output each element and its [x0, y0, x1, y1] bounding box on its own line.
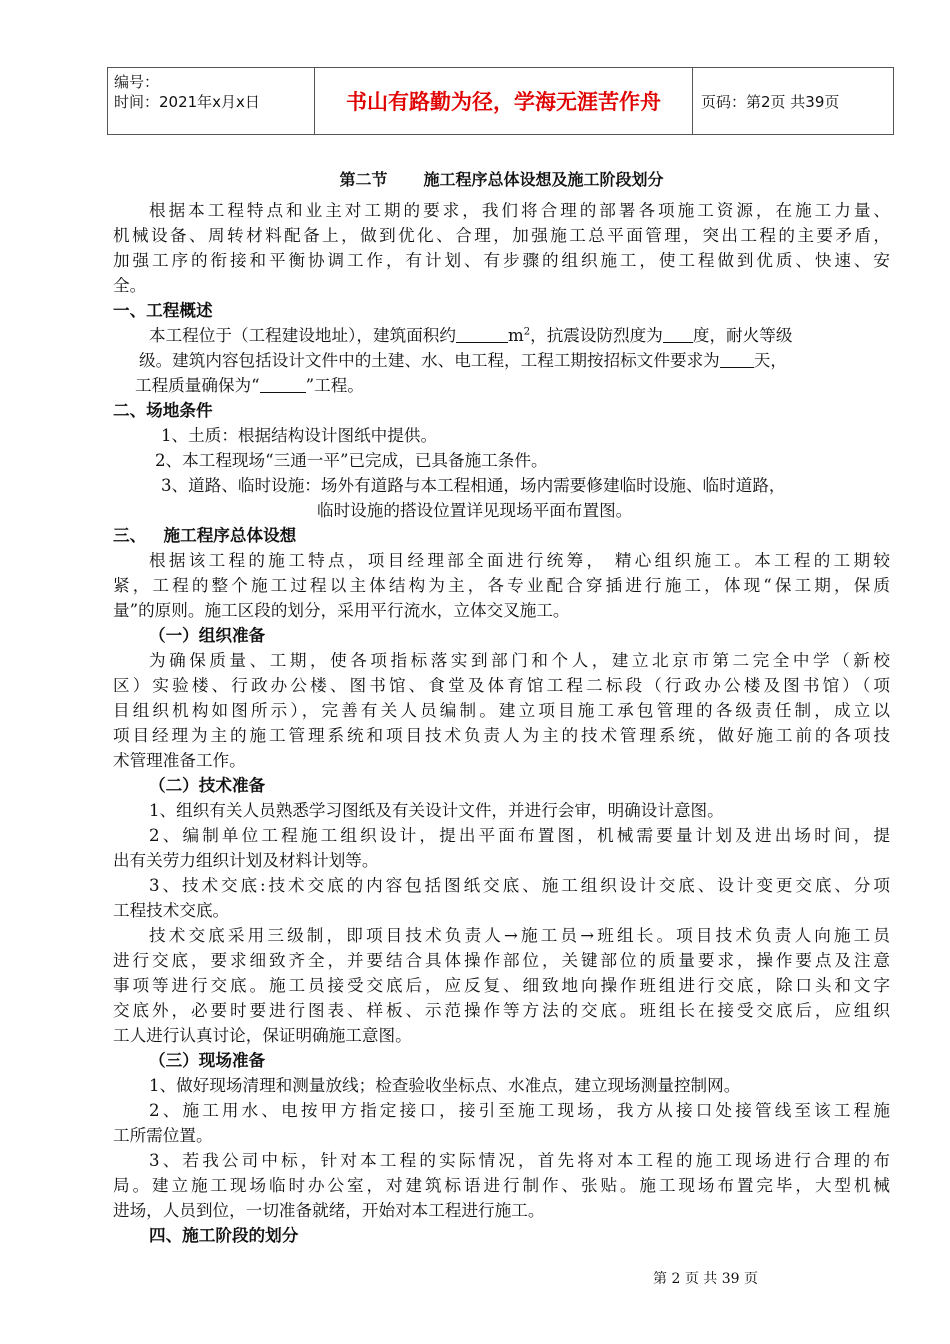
- document-header: [107, 67, 894, 135]
- intro-line: 加强工序的衔接和平衡协调工作，有计划、有步骤的组织施工，使工程做到优质、快速、安: [113, 251, 890, 270]
- paragraph-line: 为确保质量、工期，使各项指标落实到部门和个人，建立北京市第二完全中学（新校: [149, 651, 890, 670]
- paragraph-line: 项目经理为主的施工管理系统和项目技术负责人为主的技术管理系统，做好施工前的各项技: [113, 726, 890, 745]
- overview-text: ”工程。: [305, 376, 364, 395]
- blank-area: [456, 326, 508, 343]
- list-item-continued: 出有关劳力组织计划及材料计划等。: [113, 851, 379, 870]
- list-item: 3、道路、临时设施：场外有道路与本工程相通，场内需要修建临时设施、临时道路，: [161, 476, 786, 495]
- subheading-organization: （一）组织准备: [149, 626, 266, 645]
- list-item: 2、编制单位工程施工组织设计，提出平面布置图，机械需要量计划及进出场时间，提: [149, 826, 890, 845]
- overview-text: 天，: [753, 351, 787, 370]
- subheading-site: （三）现场准备: [149, 1051, 266, 1070]
- overview-text: 度，耐火等级: [692, 326, 793, 345]
- heading-construction-concept: 三、 施工程序总体设想: [113, 526, 297, 545]
- document-date-label: 时间：2021年x月x日: [114, 93, 260, 111]
- overview-line-3: [113, 373, 890, 398]
- overview-line-2: [113, 348, 890, 373]
- list-item: 3、技术交底:技术交底的内容包括图纸交底、施工组织设计交底、设计变更交底、分项: [149, 876, 890, 895]
- subheading-technical: （二）技术准备: [149, 776, 266, 795]
- paragraph-line: 量”的原则。施工区段的划分，采用平行流水，立体交叉施工。: [113, 601, 570, 620]
- intro-line: 全。: [113, 276, 147, 295]
- document-number-label: 编号：: [114, 73, 160, 91]
- intro-line: 根据本工程特点和业主对工期的要求，我们将合理的部署各项施工资源，在施工力量、: [149, 201, 890, 220]
- header-page-label: 页码：第2页 共39页: [693, 68, 894, 135]
- heading-site-conditions: 二、场地条件: [113, 401, 213, 420]
- section-title: [113, 162, 890, 198]
- paragraph-line: 进行交底，要求细致齐全，并要结合具体操作部位，关键部位的质量要求，操作要点及注意: [113, 951, 890, 970]
- overview-text: ，抗震设防烈度为: [530, 326, 663, 345]
- document-body: [113, 162, 890, 1248]
- blank-days: [720, 351, 754, 368]
- area-unit: m: [507, 326, 524, 345]
- list-item: 2、本工程现场“三通一平”已完成，已具备施工条件。: [155, 451, 548, 470]
- paragraph-line: 根据该工程的施工特点，项目经理部全面进行统筹， 精心组织施工。本工程的工期较: [149, 551, 890, 570]
- list-item-continued: 工程技术交底。: [113, 901, 230, 920]
- overview-text: 级。建筑内容包括设计文件中的土建、水、电工程，工程工期按招标文件要求为: [139, 351, 720, 370]
- paragraph-line: 工人进行认真讨论，保证明确施工意图。: [113, 1026, 412, 1045]
- section-title-number: 第二节: [339, 170, 388, 189]
- list-item-continued: 局。建立施工现场临时办公室，对建筑标语进行制作、张贴。施工现场布置完毕，大型机械: [113, 1176, 890, 1195]
- paragraph-line: 事项等进行交底。施工员接受交底后，应反复、细致地向操作班组进行交底，除口头和文字: [113, 976, 890, 995]
- subheading-phase-division: 四、施工阶段的划分: [149, 1226, 299, 1245]
- overview-text: 工程质量确保为“: [135, 376, 260, 395]
- blank-degree: [663, 326, 693, 343]
- page-footer: 第 2 页 共 39 页: [653, 1271, 758, 1287]
- overview-text: 本工程位于（工程建设地址），建筑面积约: [149, 326, 456, 345]
- paragraph-line: 区）实验楼、行政办公楼、图书馆、食堂及体育馆工程二标段（行政办公楼及图书馆）（项: [113, 676, 890, 695]
- list-item-continued: 工所需位置。: [113, 1126, 213, 1145]
- area-unit-sup: 2: [523, 326, 531, 338]
- paragraph-line: 术管理准备工作。: [113, 751, 246, 770]
- list-item: 1、组织有关人员熟悉学习图纸及有关设计文件，并进行会审，明确设计意图。: [149, 801, 724, 820]
- header-slogan: 书山有路勤为径，学海无涯苦作舟: [315, 68, 693, 135]
- intro-line: 机械设备、周转材料配备上，做到优化、合理，加强施工总平面管理，突出工程的主要矛盾，: [113, 226, 890, 245]
- heading-project-overview: 一、工程概述: [113, 301, 213, 320]
- list-item-continued: 进场，人员到位，一切准备就绪，开始对本工程进行施工。: [113, 1201, 545, 1220]
- list-item: 1、做好现场清理和测量放线；检查验收坐标点、水准点，建立现场测量控制网。: [149, 1076, 741, 1095]
- paragraph-line: 紧，工程的整个施工过程以主体结构为主，各专业配合穿插进行施工，体现“保工期，保质: [113, 576, 890, 595]
- list-item: 1、土质：根据结构设计图纸中提供。: [161, 426, 438, 445]
- section-title-text: 施工程序总体设想及施工阶段划分: [423, 170, 664, 189]
- overview-line-1: [113, 323, 890, 348]
- list-item: 2、施工用水、电按甲方指定接口，接引至施工现场，我方从接口处接管线至该工程施: [149, 1101, 890, 1120]
- paragraph-line: 目组织机构如图所示），完善有关人员编制。建立项目施工承包管理的各级责任制，成立以: [113, 701, 890, 720]
- paragraph-line: 交底外，必要时要进行图表、样板、示范操作等方法的交底。班组长在接受交底后，应组织: [113, 1001, 890, 1020]
- paragraph-line: 技术交底采用三级制，即项目技术负责人→施工员→班组长。项目技术负责人向施工员: [149, 926, 890, 945]
- list-item-continued: 临时设施的搭设位置详见现场平面布置图。: [317, 501, 633, 520]
- blank-quality: [260, 376, 306, 393]
- list-item: 3、若我公司中标，针对本工程的实际情况，首先将对本工程的施工现场进行合理的布: [149, 1151, 890, 1170]
- header-meta: [108, 68, 315, 135]
